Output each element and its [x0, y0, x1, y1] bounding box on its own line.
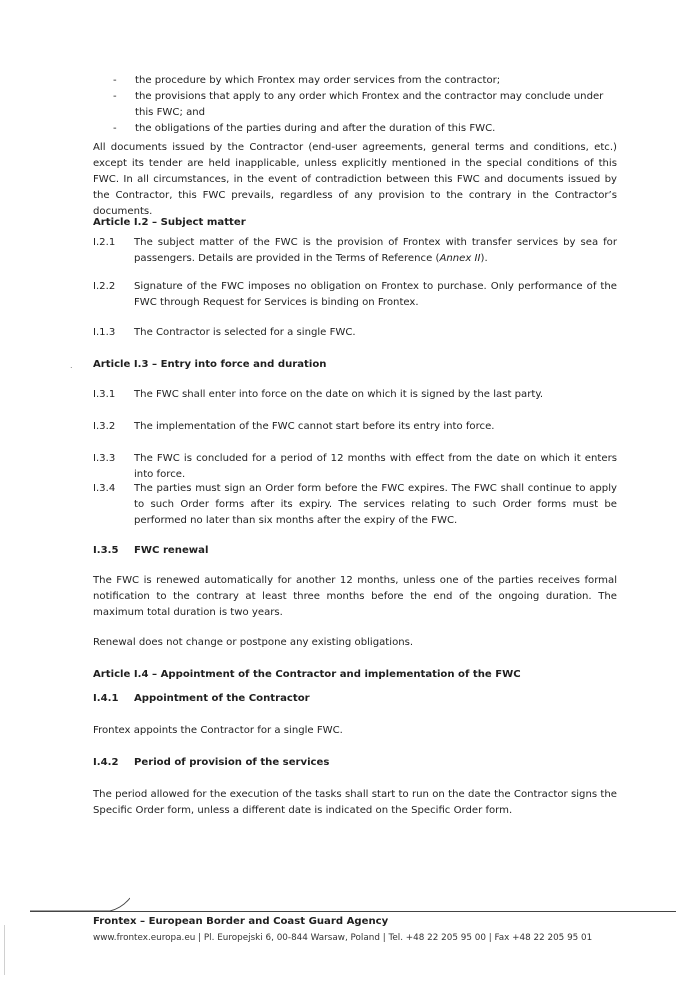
annex-reference: Annex II [439, 253, 481, 264]
clause-text [134, 235, 617, 267]
scan-edge-mark [4, 925, 5, 975]
clause-1-3-1 [93, 387, 617, 403]
clause-1-2-1 [93, 235, 617, 267]
appointment-paragraph: Frontex appoints the Contractor for a single FWC. [93, 725, 343, 736]
margin-mark: . [70, 361, 73, 370]
bullet-text: the procedure by which Frontex may order services from the contractor; [135, 75, 501, 86]
clause-number: I.3.2 [93, 421, 116, 432]
intro-bullet-list [113, 73, 623, 137]
clause-1-3-2 [93, 419, 617, 435]
clause-number: I.2.2 [93, 281, 116, 292]
clause-number: I.3.5 [93, 545, 119, 556]
footer-contact-line: www.frontex.europa.eu | Pl. Europejski 6, 00-844 Warsaw, Poland | Tel. +48 22 205 95 00 | Fax +48 22 205 95 01 [93, 933, 593, 943]
clause-1-2-2 [93, 279, 617, 311]
clause-1-1-3 [93, 325, 617, 341]
footer-swoosh-graphic [30, 896, 130, 916]
clause-1-4-2-heading [93, 755, 617, 771]
clause-text: Signature of the FWC imposes no obligation on Frontex to purchase. Only performance of the FWC through Request for Services is binding on Frontex. [134, 281, 617, 308]
clause-1-4-1-heading [93, 691, 617, 707]
footer-agency-name: Frontex – European Border and Coast Guard Agency [93, 916, 389, 927]
clause-number: I.3.1 [93, 389, 116, 400]
clause-number: I.1.3 [93, 327, 116, 338]
clause-text-part: ). [480, 253, 488, 264]
renewal-obligations-paragraph: Renewal does not change or postpone any existing obligations. [93, 637, 414, 648]
clause-number: I.4.1 [93, 693, 119, 704]
clause-1-3-4 [93, 481, 617, 529]
article-1-3-heading: Article I.3 – Entry into force and duration [93, 359, 327, 370]
clause-title: Appointment of the Contractor [134, 693, 310, 704]
clause-number: I.3.4 [93, 483, 116, 494]
bullet-text: the obligations of the parties during and after the duration of this FWC. [135, 123, 496, 134]
documents-paragraph: All documents issued by the Contractor (end-user agreements, general terms and conditions, etc.) except its tender are held inapplicable, unless explicitly mentioned in the special conditions of this FWC. In all circumstances, in the event of contradiction between this FWC and documents issued by the Contractor, this FWC prevails, regardless of any provision to the contrary in the Contractor’s documents. [93, 142, 617, 217]
clause-title: Period of provision of the services [134, 757, 330, 768]
clause-1-3-3 [93, 451, 617, 483]
period-paragraph: The period allowed for the execution of the tasks shall start to run on the date the Contractor signs the Specific Order form, unless a different date is indicated on the Specific Order form. [93, 789, 617, 816]
bullet-dash: - [113, 123, 117, 134]
bullet-dash: - [113, 91, 117, 102]
article-1-4-heading: Article I.4 – Appointment of the Contractor and implementation of the FWC [93, 669, 521, 680]
bullet-text: the provisions that apply to any order which Frontex and the contractor may conclude under this FWC; and [135, 91, 604, 118]
article-1-2-heading: Article I.2 – Subject matter [93, 217, 246, 228]
clause-number: I.2.1 [93, 237, 116, 248]
clause-text-part: The subject matter of the FWC is the provision of Frontex with transfer services by sea for passengers. Details are provided in the Terms of Reference ( [134, 237, 617, 264]
clause-text: The FWC is concluded for a period of 12 months with effect from the date on which it enters into force. [134, 453, 617, 480]
clause-1-3-5-heading [93, 543, 617, 559]
footer-rule [30, 911, 676, 912]
list-item [113, 121, 623, 137]
clause-number: I.4.2 [93, 757, 119, 768]
list-item [113, 73, 623, 89]
clause-title: FWC renewal [134, 545, 209, 556]
list-item [113, 89, 623, 121]
bullet-dash: - [113, 75, 117, 86]
clause-text: The FWC shall enter into force on the date on which it is signed by the last party. [134, 389, 544, 400]
clause-text: The implementation of the FWC cannot start before its entry into force. [134, 421, 495, 432]
clause-text: The parties must sign an Order form before the FWC expires. The FWC shall continue to apply to such Order forms after its expiry. The services relating to such Order forms must be performed no later than six months after the expiry of the FWC. [134, 483, 617, 526]
clause-number: I.3.3 [93, 453, 116, 464]
clause-text: The Contractor is selected for a single FWC. [134, 327, 356, 338]
renewal-paragraph: The FWC is renewed automatically for another 12 months, unless one of the parties receives formal notification to the contrary at least three months before the end of the ongoing duration. The maximum total duration is two years. [93, 575, 617, 618]
